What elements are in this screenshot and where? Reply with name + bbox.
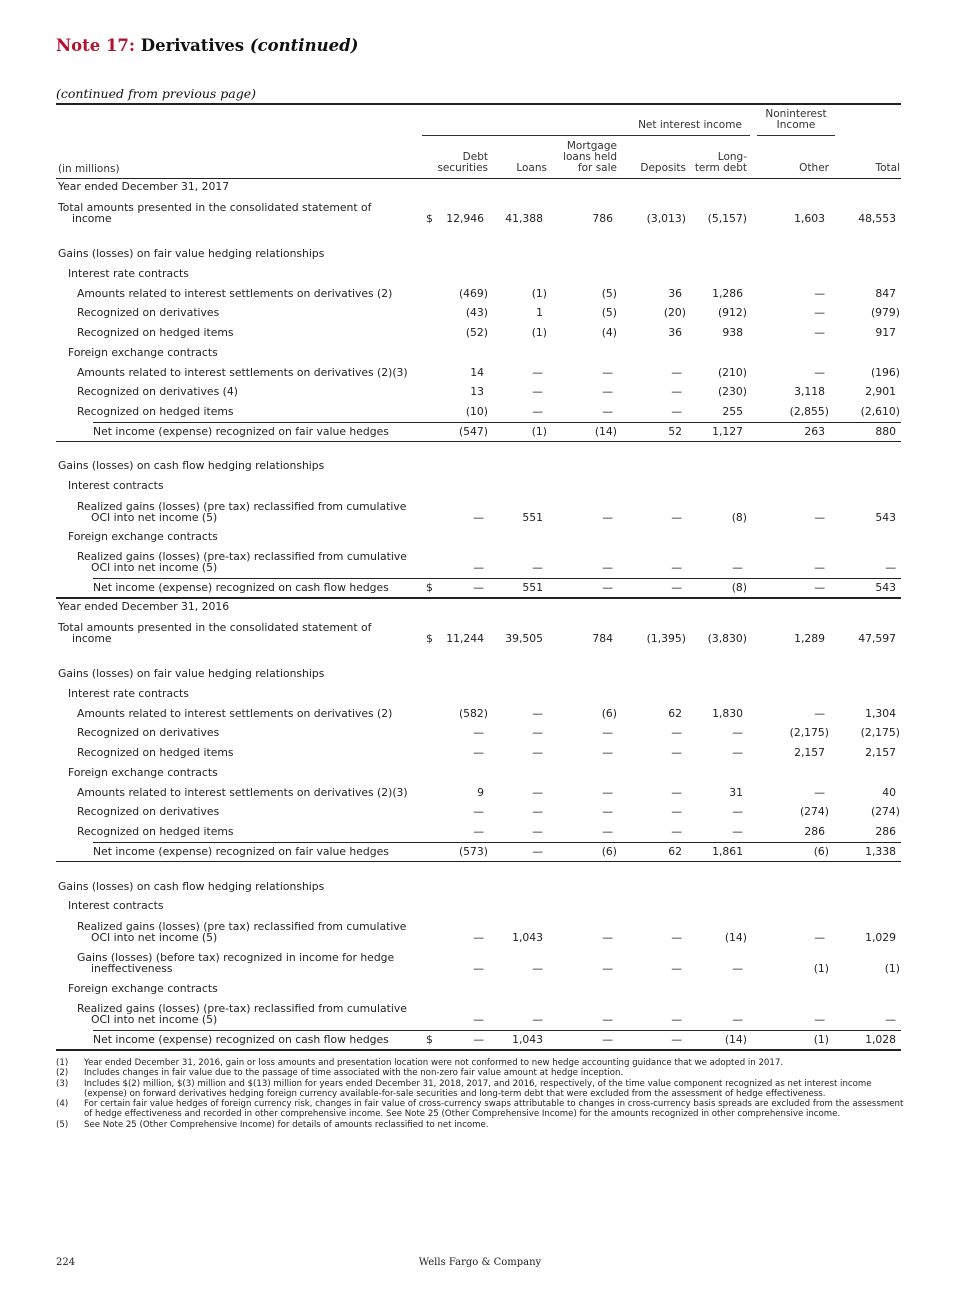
table-cell: — xyxy=(602,825,613,838)
table-cell: 40 xyxy=(882,786,896,799)
table-cell: — xyxy=(671,825,682,838)
row-label xyxy=(77,551,407,573)
table-cell: — xyxy=(532,405,543,418)
column-header xyxy=(418,152,488,174)
table-cell: (2,855) xyxy=(789,405,829,418)
footnote-text: Includes $(2) million, $(3) million and $(13) million for years ended December 31, 2018, 2017, and 2016, respectively, of the time value component recognized as net interest income (expense) on forward derivatives hedging foreign currency available-for-sale securities and long-term debt that were excluded from the assessment of hedge effectiveness. xyxy=(84,1078,872,1099)
table-cell: (912) xyxy=(717,306,747,319)
row-label: Net income (expense) recognized on cash flow hedges xyxy=(93,1033,389,1046)
table-cell: — xyxy=(602,581,613,594)
table-cell: (3,013) xyxy=(646,212,686,225)
table-cell: 2,901 xyxy=(865,385,896,398)
column-header xyxy=(552,141,617,174)
table-cell: 1 xyxy=(536,306,543,319)
table-cell: — xyxy=(671,805,682,818)
table-cell: (5) xyxy=(601,287,617,300)
header-group-net-interest-income: Net interest income xyxy=(638,119,742,131)
table-cell: — xyxy=(602,1013,613,1026)
table-cell: (582) xyxy=(458,707,488,720)
table-cell: 917 xyxy=(875,326,896,339)
table-cell: (1) xyxy=(813,962,829,975)
table-cell: 543 xyxy=(875,581,896,594)
row-label: Gains (losses) on fair value hedging relationships xyxy=(58,247,325,260)
table-cell: — xyxy=(602,366,613,379)
table-cell: 286 xyxy=(804,825,825,838)
row-label-line: OCI into net income (5) xyxy=(91,931,218,944)
footnote-text: See Note 25 (Other Comprehensive Income) for details of amounts reclassified to net income. xyxy=(84,1119,489,1130)
total-rule-below xyxy=(56,441,901,442)
table-cell: — xyxy=(473,511,484,524)
row-label: Recognized on derivatives xyxy=(77,805,220,818)
row-label: Interest rate contracts xyxy=(68,267,189,280)
table-cell: (2,175) xyxy=(789,726,829,739)
continued-from-label: (continued from previous page) xyxy=(56,86,257,101)
table-cell: — xyxy=(473,805,484,818)
table-cell: (8) xyxy=(731,581,747,594)
table-cell: 551 xyxy=(522,511,543,524)
table-cell: — xyxy=(671,385,682,398)
row-label: Recognized on derivatives xyxy=(77,306,220,319)
table-cell: — xyxy=(885,1013,896,1026)
row-label-line: OCI into net income (5) xyxy=(91,1013,218,1026)
table-cell: — xyxy=(814,786,825,799)
column-header xyxy=(835,163,900,174)
table-cell: (2,175) xyxy=(860,726,900,739)
table-cell: — xyxy=(671,1013,682,1026)
row-label: Foreign exchange contracts xyxy=(68,530,218,543)
column-header-line: Loans xyxy=(516,162,547,174)
note-title xyxy=(56,36,358,55)
row-label: Interest contracts xyxy=(68,479,164,492)
table-cell: — xyxy=(473,1033,484,1046)
row-label: Gains (losses) on cash flow hedging relationships xyxy=(58,880,325,893)
row-label: Foreign exchange contracts xyxy=(68,982,218,995)
table-cell: — xyxy=(473,962,484,975)
note-number: Note 17: xyxy=(56,36,136,55)
table-cell: — xyxy=(814,1013,825,1026)
table-cell: — xyxy=(532,726,543,739)
row-label-line: income xyxy=(72,632,112,645)
table-cell: (6) xyxy=(601,845,617,858)
footnote-number: (1) xyxy=(56,1058,69,1068)
in-millions-label: (in millions) xyxy=(58,163,120,175)
row-label: Amounts related to interest settlements on derivatives (2) xyxy=(77,707,393,720)
table-cell: — xyxy=(532,786,543,799)
table-cell: — xyxy=(671,405,682,418)
dollar-sign: $ xyxy=(426,1033,433,1046)
table-cell: 62 xyxy=(668,707,682,720)
page-number: 224 xyxy=(56,1257,76,1268)
column-header-line: for sale xyxy=(577,162,617,174)
total-rule-above xyxy=(93,842,901,843)
table-cell: (1) xyxy=(531,326,547,339)
table-cell: (1) xyxy=(813,1033,829,1046)
table-cell: — xyxy=(532,845,543,858)
row-label: Gains (losses) on fair value hedging relationships xyxy=(58,667,325,680)
table-cell: 1,286 xyxy=(712,287,743,300)
table-cell: — xyxy=(671,786,682,799)
table-cell: (979) xyxy=(870,306,900,319)
table-cell: 36 xyxy=(668,326,682,339)
header-rule-net-interest xyxy=(422,135,750,136)
table-cell: 2,157 xyxy=(794,746,825,759)
row-label xyxy=(77,1003,407,1025)
table-cell: 1,304 xyxy=(865,707,896,720)
table-cell: — xyxy=(732,746,743,759)
table-cell: (196) xyxy=(870,366,900,379)
table-cell: (274) xyxy=(870,805,900,818)
table-cell: 48,553 xyxy=(858,212,896,225)
table-cell: — xyxy=(602,511,613,524)
table-cell: 847 xyxy=(875,287,896,300)
table-cell: — xyxy=(732,805,743,818)
row-label: Recognized on hedged items xyxy=(77,746,234,759)
row-label-line: Realized gains (losses) (pre-tax) reclassified from cumulative xyxy=(77,1002,407,1015)
row-label: Year ended December 31, 2017 xyxy=(58,180,230,193)
row-label-line: Total amounts presented in the consolidated statement of xyxy=(58,201,372,214)
row-label: Amounts related to interest settlements on derivatives (2)(3) xyxy=(77,786,408,799)
table-cell: 938 xyxy=(722,326,743,339)
column-header xyxy=(754,163,829,174)
table-cell: 39,505 xyxy=(505,632,543,645)
row-label-line: income xyxy=(72,212,112,225)
row-label: Net income (expense) recognized on fair value hedges xyxy=(93,845,389,858)
column-header-line: Other xyxy=(799,162,829,174)
table-cell: 1,861 xyxy=(712,845,743,858)
row-label: Net income (expense) recognized on cash flow hedges xyxy=(93,581,389,594)
table-cell: (14) xyxy=(724,1033,747,1046)
table-cell: — xyxy=(671,746,682,759)
table-cell: 11,244 xyxy=(446,632,484,645)
column-header xyxy=(687,152,747,174)
table-cell: (14) xyxy=(594,425,617,438)
table-cell: — xyxy=(814,931,825,944)
table-cell: — xyxy=(814,306,825,319)
column-header-line: Long- xyxy=(717,151,747,163)
table-cell: — xyxy=(814,326,825,339)
table-cell: (1) xyxy=(531,287,547,300)
total-rule-below xyxy=(56,597,901,599)
table-cell: (43) xyxy=(465,306,488,319)
table-cell: — xyxy=(671,726,682,739)
table-cell: 286 xyxy=(875,825,896,838)
row-label-line: Realized gains (losses) (pre-tax) reclassified from cumulative xyxy=(77,550,407,563)
table-cell: — xyxy=(671,366,682,379)
table-cell: (10) xyxy=(465,405,488,418)
table-cell: (5) xyxy=(601,306,617,319)
table-cell: — xyxy=(732,726,743,739)
table-cell: — xyxy=(532,366,543,379)
row-label-line: Realized gains (losses) (pre tax) reclassified from cumulative xyxy=(77,920,407,933)
header-bottom-rule xyxy=(56,178,901,179)
table-cell: 47,597 xyxy=(858,632,896,645)
table-cell: — xyxy=(602,805,613,818)
column-header-line: term debt xyxy=(694,162,747,174)
table-cell: 1,289 xyxy=(794,632,825,645)
note-name: Derivatives xyxy=(140,36,245,55)
row-label: Interest contracts xyxy=(68,899,164,912)
row-label xyxy=(77,921,406,943)
note-continued: (continued) xyxy=(249,36,359,55)
table-cell: — xyxy=(473,825,484,838)
table-cell: — xyxy=(602,726,613,739)
row-label-line: Gains (losses) (before tax) recognized in income for hedge xyxy=(77,951,395,964)
row-label: Gains (losses) on cash flow hedging relationships xyxy=(58,459,325,472)
table-cell: (547) xyxy=(458,425,488,438)
table-cell: (14) xyxy=(724,931,747,944)
total-rule-above xyxy=(93,1030,901,1031)
dollar-sign: $ xyxy=(426,632,433,645)
table-cell: — xyxy=(602,786,613,799)
table-cell: — xyxy=(602,1033,613,1046)
row-label xyxy=(77,952,394,974)
table-cell: — xyxy=(671,511,682,524)
table-cell: (3,830) xyxy=(707,632,747,645)
footnote-text: Includes changes in fair value due to the passage of time associated with the non-zero fair value amount at hedge inception. xyxy=(84,1068,624,1079)
row-label: Amounts related to interest settlements on derivatives (2)(3) xyxy=(77,366,408,379)
table-cell: — xyxy=(671,1033,682,1046)
column-header-line: Deposits xyxy=(640,162,686,174)
column-header-line: Total xyxy=(875,162,900,174)
row-label-line: Realized gains (losses) (pre tax) reclassified from cumulative xyxy=(77,500,407,513)
table-cell: (5,157) xyxy=(707,212,747,225)
header-group-noninterest-income: Noninterest Income xyxy=(765,108,827,131)
table-cell: — xyxy=(671,962,682,975)
table-cell: 255 xyxy=(722,405,743,418)
table-cell: — xyxy=(602,561,613,574)
table-cell: 880 xyxy=(875,425,896,438)
table-cell: — xyxy=(814,561,825,574)
table-cell: — xyxy=(532,825,543,838)
table-cell: (8) xyxy=(731,511,747,524)
table-cell: 14 xyxy=(470,366,484,379)
table-cell: (573) xyxy=(458,845,488,858)
row-label: Recognized on derivatives (4) xyxy=(77,385,238,398)
table-cell: 12,946 xyxy=(446,212,484,225)
table-cell: (6) xyxy=(813,845,829,858)
table-cell: — xyxy=(814,366,825,379)
table-cell: — xyxy=(473,726,484,739)
table-cell: 263 xyxy=(804,425,825,438)
table-cell: 1,043 xyxy=(512,1033,543,1046)
table-cell: (1) xyxy=(884,962,900,975)
row-label: Recognized on derivatives xyxy=(77,726,220,739)
table-cell: — xyxy=(885,561,896,574)
row-label: Recognized on hedged items xyxy=(77,326,234,339)
table-cell: — xyxy=(602,931,613,944)
table-cell: (2,610) xyxy=(860,405,900,418)
company-name: Wells Fargo & Company xyxy=(418,1257,542,1268)
table-cell: — xyxy=(732,561,743,574)
table-cell: — xyxy=(473,561,484,574)
table-cell: — xyxy=(532,1013,543,1026)
footnote-number: (5) xyxy=(56,1119,69,1130)
footnote-number: (2) xyxy=(56,1068,69,1079)
footnote xyxy=(56,1099,906,1120)
table-cell: — xyxy=(814,287,825,300)
row-label xyxy=(77,501,406,523)
table-cell: — xyxy=(532,707,543,720)
footnotes xyxy=(56,1058,906,1130)
table-cell: 41,388 xyxy=(505,212,543,225)
footnote xyxy=(56,1079,906,1100)
table-cell: 31 xyxy=(729,786,743,799)
table-cell: — xyxy=(473,746,484,759)
table-cell: 1,043 xyxy=(512,931,543,944)
table-cell: (20) xyxy=(663,306,686,319)
table-cell: 1,338 xyxy=(865,845,896,858)
table-cell: — xyxy=(602,962,613,975)
table-cell: — xyxy=(532,746,543,759)
footnote-number: (4) xyxy=(56,1099,69,1110)
table-cell: — xyxy=(814,707,825,720)
column-header-line: Debt xyxy=(462,151,488,163)
table-cell: (6) xyxy=(601,707,617,720)
table-cell: 1,127 xyxy=(712,425,743,438)
row-label: Recognized on hedged items xyxy=(77,405,234,418)
footnote xyxy=(56,1068,906,1078)
table-cell: (469) xyxy=(458,287,488,300)
dollar-sign: $ xyxy=(426,581,433,594)
row-label: Recognized on hedged items xyxy=(77,825,234,838)
table-cell: — xyxy=(532,805,543,818)
table-cell: — xyxy=(814,511,825,524)
table-cell: 1,603 xyxy=(794,212,825,225)
total-rule-below xyxy=(56,1049,901,1051)
row-label: Amounts related to interest settlements on derivatives (2) xyxy=(77,287,393,300)
row-label: Foreign exchange contracts xyxy=(68,766,218,779)
column-header-line: securities xyxy=(437,162,488,174)
row-label-line: Total amounts presented in the consolidated statement of xyxy=(58,621,372,634)
row-label xyxy=(58,622,371,644)
column-header xyxy=(621,163,686,174)
table-cell: 1,028 xyxy=(865,1033,896,1046)
table-cell: — xyxy=(732,825,743,838)
table-cell: — xyxy=(602,746,613,759)
table-cell: 36 xyxy=(668,287,682,300)
total-rule-above xyxy=(93,578,901,579)
table-cell: 1,830 xyxy=(712,707,743,720)
footnote xyxy=(56,1120,906,1130)
table-cell: 543 xyxy=(875,511,896,524)
table-cell: — xyxy=(732,1013,743,1026)
row-label: Interest rate contracts xyxy=(68,687,189,700)
table-cell: — xyxy=(602,405,613,418)
row-label: Net income (expense) recognized on fair value hedges xyxy=(93,425,389,438)
table-cell: — xyxy=(532,385,543,398)
table-cell: 52 xyxy=(668,425,682,438)
row-label-line: OCI into net income (5) xyxy=(91,561,218,574)
header-rule-noninterest xyxy=(757,135,835,136)
table-cell: (52) xyxy=(465,326,488,339)
table-cell: — xyxy=(732,962,743,975)
table-cell: (210) xyxy=(717,366,747,379)
row-label: Year ended December 31, 2016 xyxy=(58,600,230,613)
total-rule-below xyxy=(56,861,901,862)
table-cell: — xyxy=(532,962,543,975)
table-cell: 2,157 xyxy=(865,746,896,759)
table-cell: 786 xyxy=(592,212,613,225)
table-cell: — xyxy=(473,1013,484,1026)
table-cell: (1) xyxy=(531,425,547,438)
table-cell: 9 xyxy=(477,786,484,799)
table-cell: — xyxy=(532,561,543,574)
table-cell: 62 xyxy=(668,845,682,858)
row-label: Foreign exchange contracts xyxy=(68,346,218,359)
table-cell: (230) xyxy=(717,385,747,398)
table-cell: — xyxy=(671,931,682,944)
footnote-text: For certain fair value hedges of foreign currency risk, changes in fair value of cross-currency swaps attributable to changes in cross-currency basis spreads are excluded from the assessment of hedge effectiveness and recorded in other comprehensive income. See Note 25 (Other Comprehensive Income) for the amounts recognized in other comprehensive income. xyxy=(84,1099,904,1120)
table-cell: (274) xyxy=(799,805,829,818)
footnote xyxy=(56,1058,906,1068)
table-cell: — xyxy=(814,581,825,594)
column-header-line: Mortgage xyxy=(566,140,617,152)
footnote-text: Year ended December 31, 2016, gain or loss amounts and presentation location were not conformed to new hedge accounting guidance that we adopted in 2017. xyxy=(84,1058,784,1068)
footnote-number: (3) xyxy=(56,1078,69,1089)
table-cell: — xyxy=(473,931,484,944)
row-label xyxy=(58,202,371,224)
table-cell: — xyxy=(473,581,484,594)
row-label-line: OCI into net income (5) xyxy=(91,511,218,524)
column-header-line: loans held xyxy=(563,151,617,163)
total-rule-above xyxy=(93,422,901,423)
row-label-line: ineffectiveness xyxy=(91,962,173,975)
table-cell: — xyxy=(671,561,682,574)
table-cell: — xyxy=(671,581,682,594)
table-cell: 1,029 xyxy=(865,931,896,944)
table-cell: (1,395) xyxy=(646,632,686,645)
table-cell: — xyxy=(602,385,613,398)
table-cell: 13 xyxy=(470,385,484,398)
column-header xyxy=(492,163,547,174)
table-cell: 551 xyxy=(522,581,543,594)
dollar-sign: $ xyxy=(426,212,433,225)
table-cell: 3,118 xyxy=(794,385,825,398)
table-cell: (4) xyxy=(601,326,617,339)
table-cell: 784 xyxy=(592,632,613,645)
top-rule xyxy=(56,103,901,105)
